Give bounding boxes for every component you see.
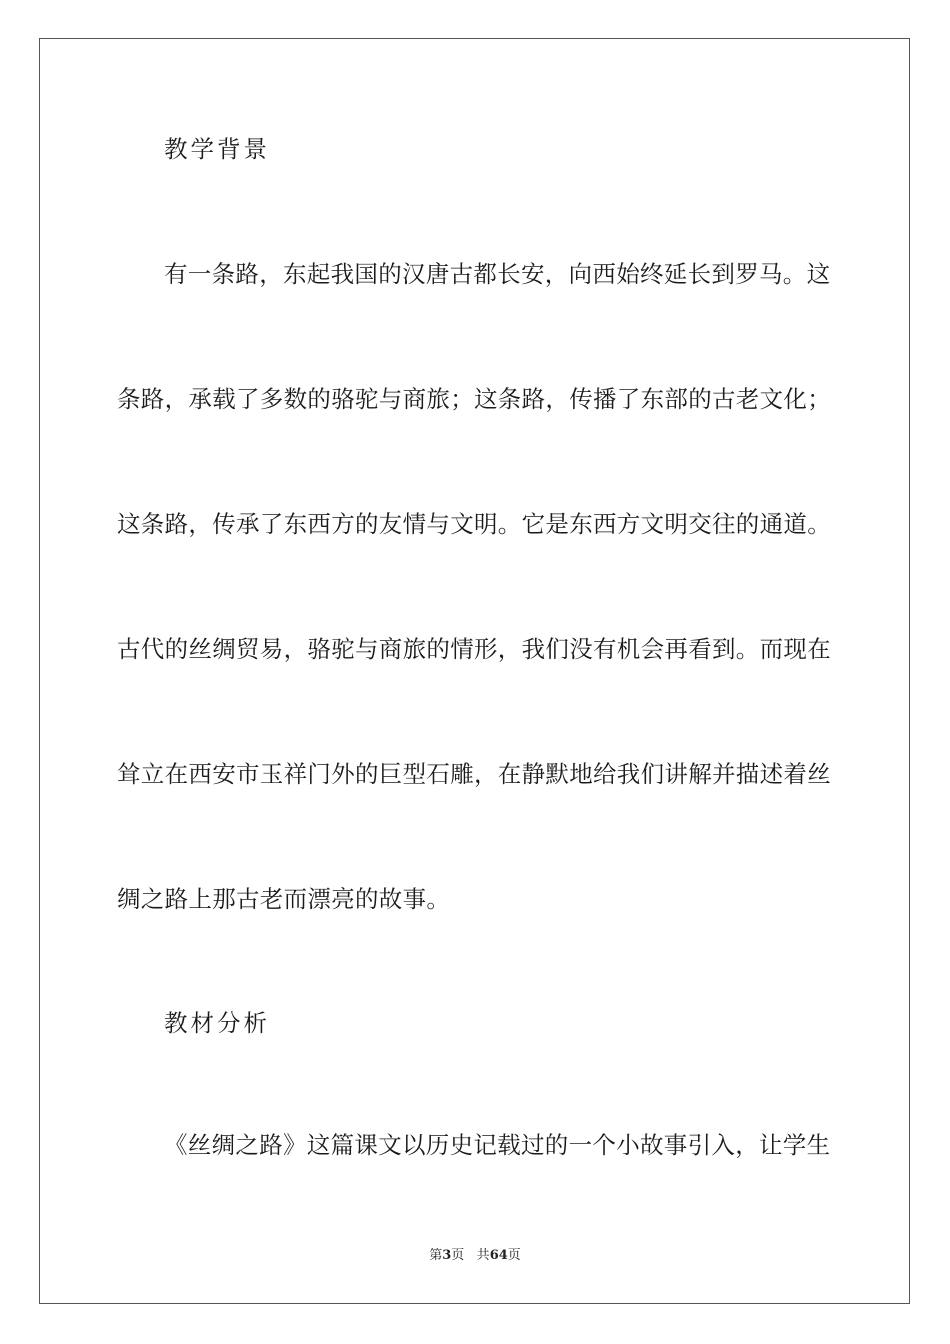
paragraph-line: 耸立在西安市玉祥门外的巨型石雕，在静默地给我们讲解并描述着丝 <box>117 760 831 788</box>
page-number: 3 <box>442 1248 452 1263</box>
paragraph-line: 绸之路上那古老而漂亮的故事。 <box>117 885 451 913</box>
paragraph-line: 有一条路，东起我国的汉唐古都长安，向西始终延长到罗马。这 <box>164 260 831 288</box>
page-footer <box>0 1247 950 1265</box>
section-heading: 教材分析 <box>164 1009 270 1037</box>
paragraph-line: 《丝绸之路》这篇课文以历史记载过的一个小故事引入，让学生 <box>164 1131 831 1159</box>
page-border <box>39 38 910 1304</box>
total-pages: 64 <box>489 1248 508 1263</box>
footer-page-unit: 页 <box>451 1248 465 1263</box>
paragraph-line: 条路，承载了多数的骆驼与商旅；这条路，传播了东部的古老文化； <box>117 385 831 413</box>
paragraph-line: 古代的丝绸贸易，骆驼与商旅的情形，我们没有机会再看到。而现在 <box>117 635 831 663</box>
footer-prefix: 第 <box>429 1248 443 1263</box>
footer-total-prefix: 共 <box>476 1248 490 1263</box>
paragraph-line: 这条路，传承了东西方的友情与文明。它是东西方文明交往的通道。 <box>117 510 831 538</box>
footer-total-unit: 页 <box>507 1248 521 1263</box>
section-heading: 教学背景 <box>164 135 270 163</box>
